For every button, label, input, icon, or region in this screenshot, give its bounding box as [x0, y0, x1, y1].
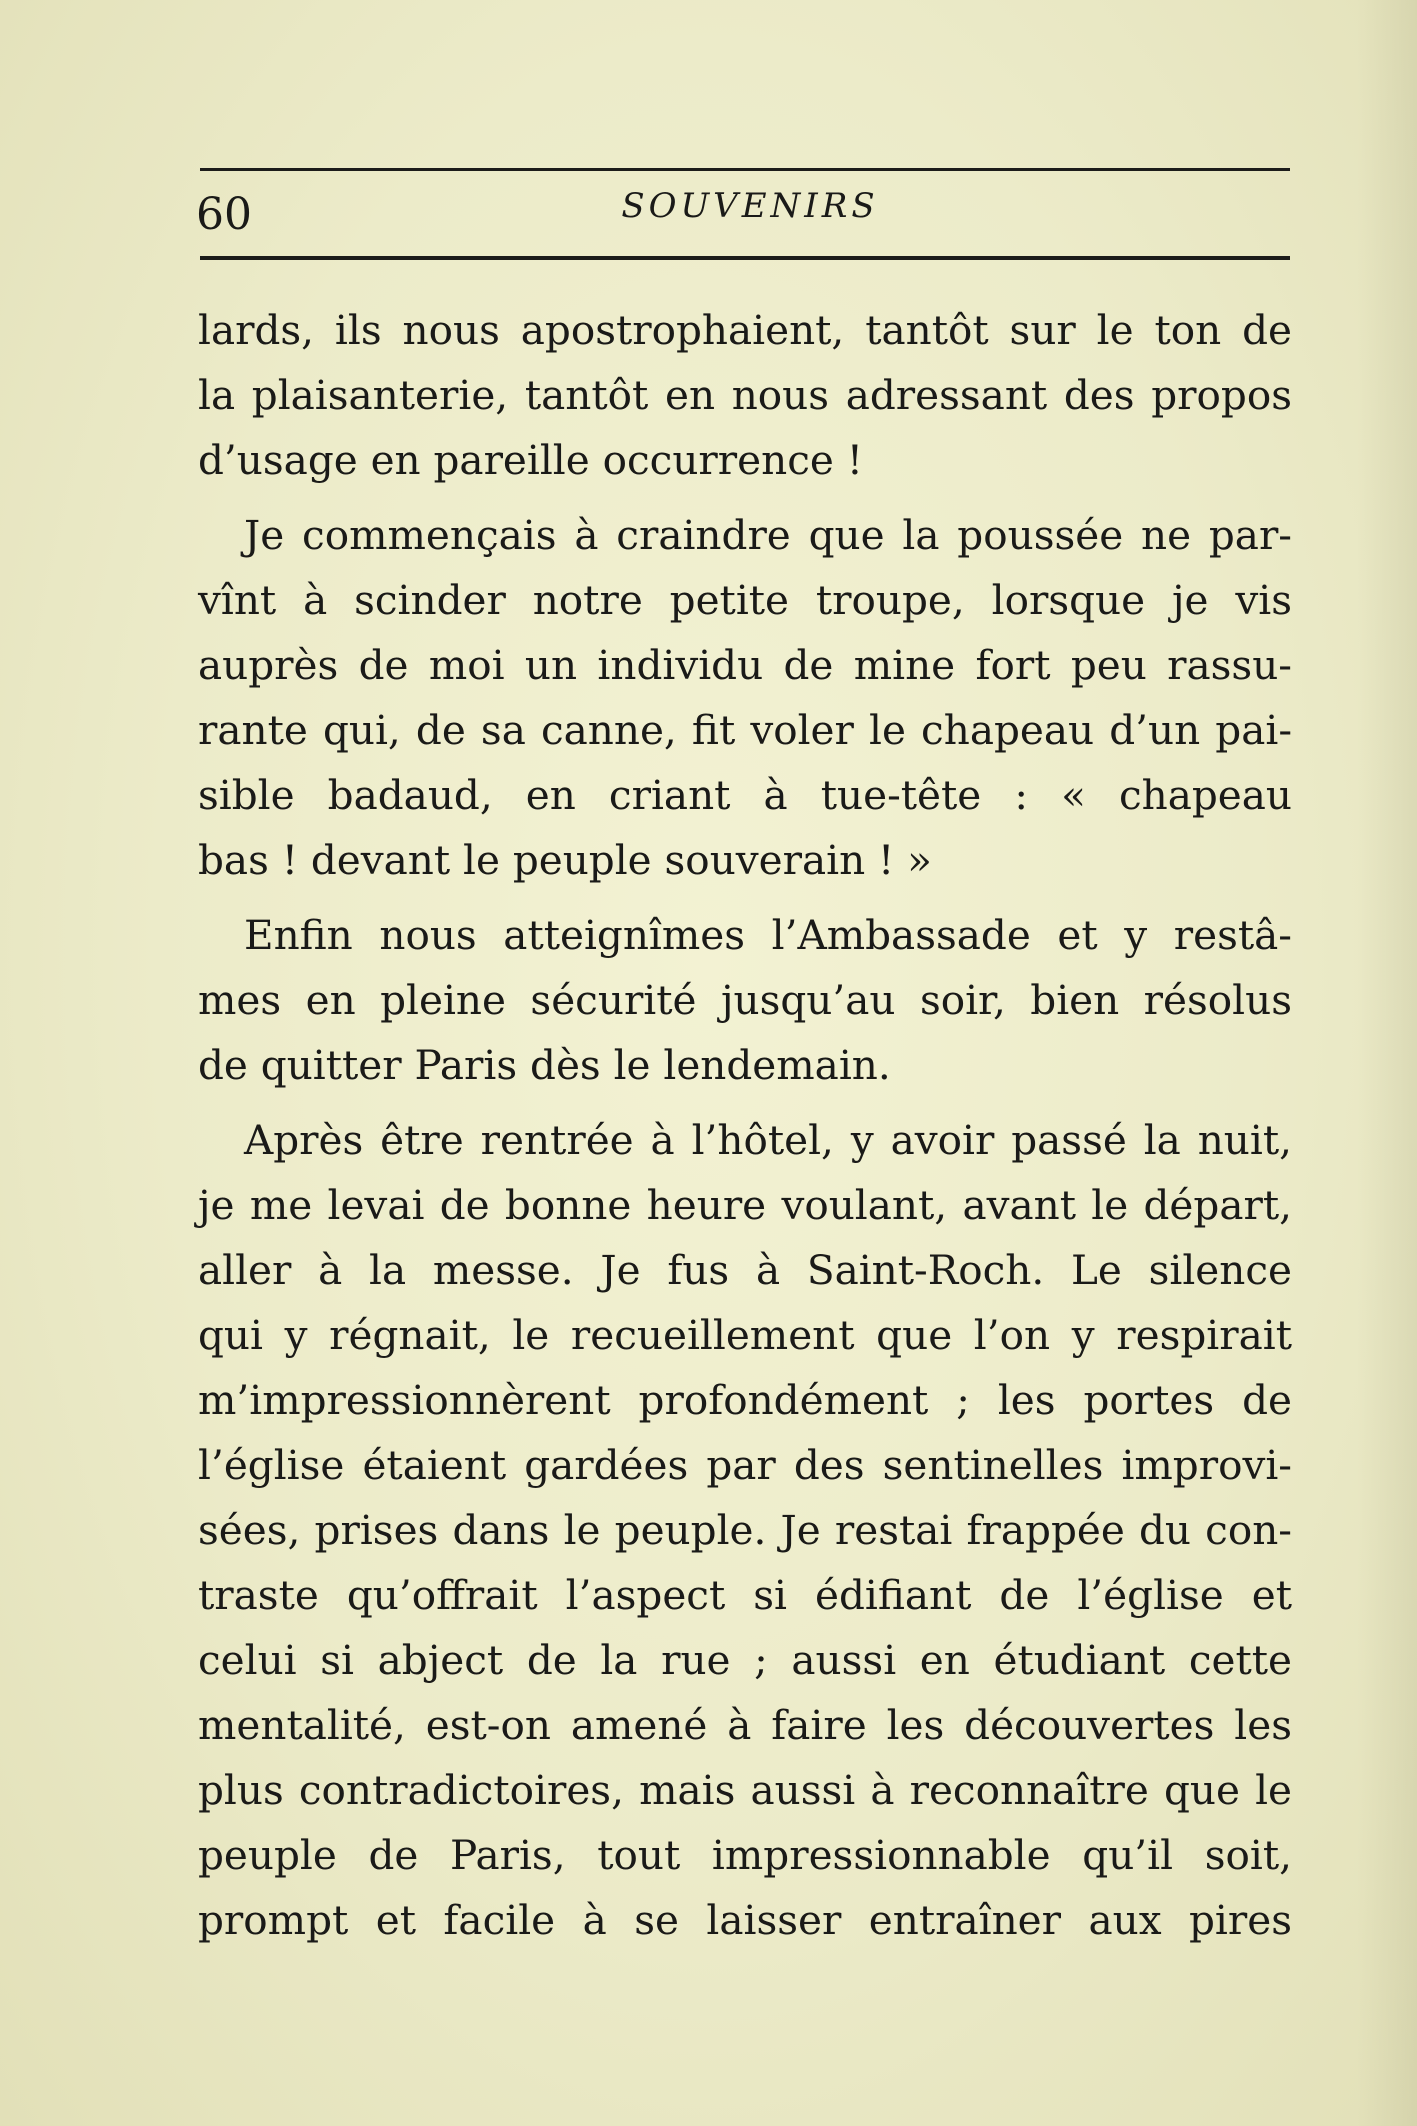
- text-line: lards, ils nous apostrophaient, tantôt sur le ton de: [198, 306, 1292, 354]
- text-line: vînt à scinder notre petite troupe, lorsque je vis: [198, 576, 1292, 624]
- page-edge-shadow: [1357, 0, 1417, 2126]
- page-number: 60: [196, 189, 252, 240]
- text-line: m’impressionnèrent profondément ; les portes de: [198, 1376, 1292, 1424]
- text-line: Enfin nous atteignîmes l’Ambassade et y restâ-: [244, 911, 1292, 959]
- header-bottom-rule: [200, 256, 1290, 260]
- text-line: rante qui, de sa canne, fit voler le chapeau d’un pai-: [198, 706, 1292, 754]
- text-line: l’église étaient gardées par des sentinelles improvi-: [198, 1441, 1292, 1489]
- text-line: Je commençais à craindre que la poussée ne par-: [244, 511, 1292, 559]
- text-line: mentalité, est-on amené à faire les découvertes les: [198, 1701, 1292, 1749]
- text-line: qui y régnait, le recueillement que l’on y respirait: [198, 1311, 1292, 1359]
- text-line: sible badaud, en criant à tue-tête : « chapeau: [198, 771, 1292, 819]
- text-line: celui si abject de la rue ; aussi en étudiant cette: [198, 1636, 1292, 1684]
- text-line: aller à la messe. Je fus à Saint-Roch. Le silence: [198, 1246, 1292, 1294]
- text-line: d’usage en pareille occurrence !: [198, 436, 864, 484]
- header-top-rule: [200, 168, 1290, 171]
- text-line: je me levai de bonne heure voulant, avant le départ,: [198, 1181, 1292, 1229]
- text-line: de quitter Paris dès le lendemain.: [198, 1041, 891, 1089]
- text-line: peuple de Paris, tout impressionnable qu’il soit,: [198, 1831, 1292, 1879]
- paragraph: [198, 298, 1292, 493]
- paragraph: [198, 1108, 1292, 1953]
- text-line: Après être rentrée à l’hôtel, y avoir passé la nuit,: [244, 1116, 1292, 1164]
- text-line: prompt et facile à se laisser entraîner aux pires: [198, 1896, 1292, 1944]
- text-line: mes en pleine sécurité jusqu’au soir, bien résolus: [198, 976, 1292, 1024]
- text-line: traste qu’offrait l’aspect si édifiant de l’église et: [198, 1571, 1292, 1619]
- text-line: bas ! devant le peuple souverain ! »: [198, 836, 932, 884]
- text-line: auprès de moi un individu de mine fort peu rassu-: [198, 641, 1292, 689]
- paragraph: [198, 503, 1292, 893]
- text-line: plus contradictoires, mais aussi à reconnaître que le: [198, 1766, 1292, 1814]
- running-title: SOUVENIRS: [621, 186, 879, 226]
- text-line: la plaisanterie, tantôt en nous adressant des propos: [198, 371, 1292, 419]
- body-text: [198, 298, 1292, 1963]
- text-line: sées, prises dans le peuple. Je restai frappée du con-: [198, 1506, 1292, 1554]
- paragraph: [198, 903, 1292, 1098]
